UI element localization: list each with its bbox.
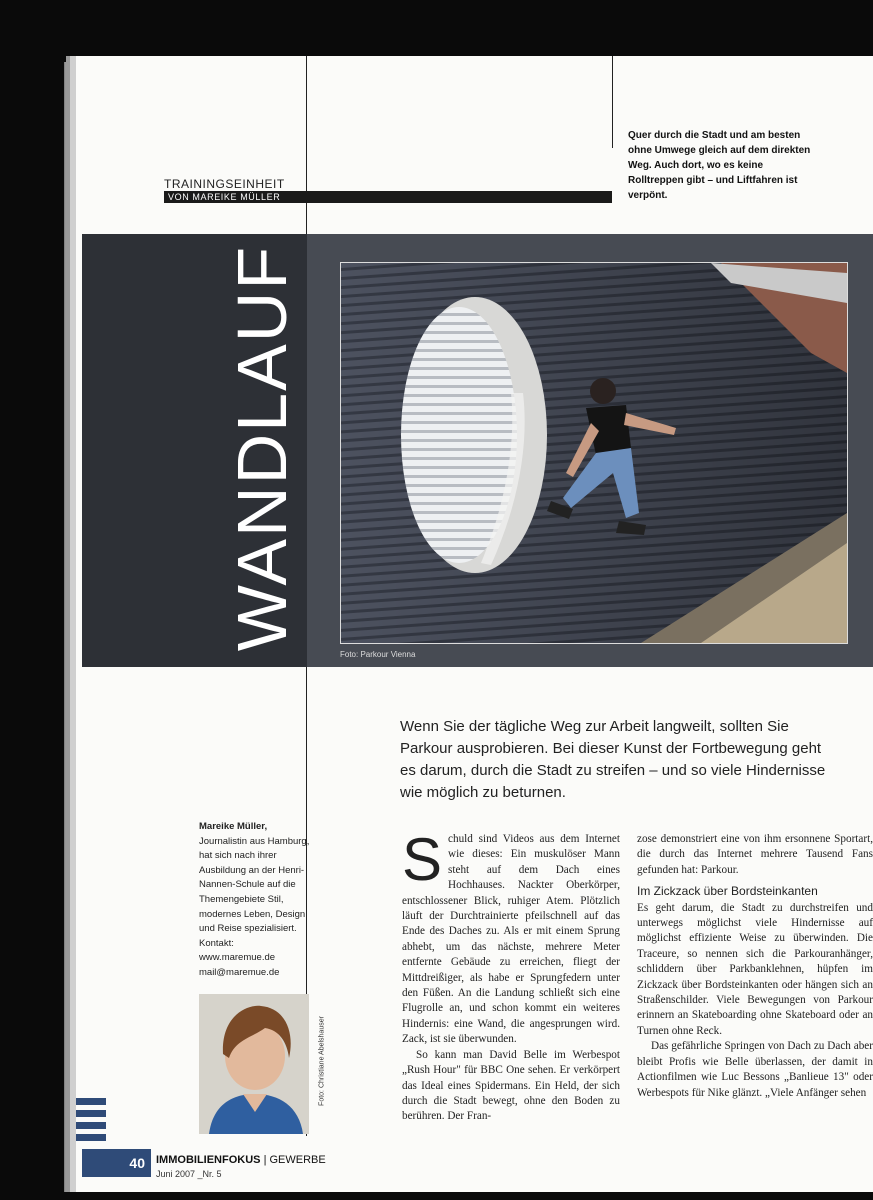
byline-bar [164,191,612,203]
article-paragraph: Das gefährliche Springen von Dach zu Dach aber bleibt Profis wie Belle überlassen, der damit in Actionfilmen wie Luc Bessons „Banlieue 13" oder Werbespots für Nike glänzt. „Viele Anfänger sehen [637,1040,873,1099]
magazine-name: IMMOBILIENFOKUS [156,1154,261,1166]
column-rule-top [612,56,613,148]
article-column-2 [637,832,873,1101]
decorative-stripes [76,1098,106,1142]
article-paragraph: chuld sind Videos aus dem Internet wie dieses: Ein muskulöser Mann steht auf dem Dach eines Hochhauses. Nackter Oberkörper, entschlossener Blick, ruhiger Atem. Plötzlich läuft der Durchtrainierte pfeilschnell auf das Ende des Daches zu. Als er mit einem Sprung abhebt, um das nächste, mehrere Meter entfernte Gebäude zu erreichen, fliegt der Mittdreißiger, als habe er Sprungfedern unter den Füßen. An die Landung schließt sich eine Flugrolle an, und schon kommt ein weiteres Hindernis: eine Wand, die angesprungen wird. Zack, ist sie überwunden. [402,833,620,1046]
author-bio: Journalistin aus Hamburg, hat sich nach ihrer Ausbildung an der Henri-Nannen-Schule auf die Themengebiete Stil, modernes Leben, Design und Reise spezialisiert. [199,835,310,935]
parkour-photo-illustration [341,263,847,643]
drop-cap: S [402,826,443,893]
article-paragraph: zose demonstriert eine von ihm ersonnene Sportart, die durch das Internet mehrere Tausend Fans gefunden hat: Parkour. [637,833,873,876]
contact-label: Kontakt: [199,937,234,949]
article-paragraph: Es geht darum, die Stadt zu durchstreifen und unterwegs möglichst viele Hindernisse auf möglichst effiziente Weise zu überwinden. Die Traceure, so nennen sich die Parkouranhänger, schliddern über Parkbanklehnen, hüpfen im Zickzack über Bordsteinkanten oder hängen sich an Straßenschilder. Viele Bewegungen von Parkour erinnern an Skateboarding ohne Skateboard oder an Turnen ohne Reck. [637,901,873,1037]
magazine-section: | GEWERBE [263,1154,326,1166]
page-number: 40 [82,1149,151,1177]
magazine-page [76,56,873,1192]
author-email: mail@maremue.de [199,966,280,978]
author-website: www.maremue.de [199,952,276,964]
byline: VON MAREIKE MÜLLER [168,192,281,202]
hero-photo [340,262,848,644]
subheading: Im Zickzack über Bordsteinkanten [637,884,818,899]
article-column-1 [402,826,620,1125]
lead-paragraph: Wenn Sie der tägliche Weg zur Arbeit langweilt, sollten Sie Parkour ausprobieren. Bei dieser Kunst der Fortbewegung geht es darum, durch die Stadt zu streifen – und so viele Hindernisse wie möglich zu beturnen. [400,718,826,801]
section-kicker: TRAININGSEINHEIT [164,177,285,191]
headline: WANDLAUF [223,244,301,652]
portrait-credit: Foto: Christiane Abelshauser [318,1016,326,1106]
magazine-title [156,1154,326,1166]
issue-date: Juni 2007 _Nr. 5 [156,1169,222,1179]
author-name: Mareike Müller, [199,821,268,832]
author-portrait [199,994,309,1134]
portrait-illustration [199,994,309,1134]
photo-credit: Foto: Parkour Vienna [340,650,416,659]
intro-caption: Quer durch die Stadt und am besten ohne Umwege gleich auf dem direkten Weg. Auch dort, wo es keine Rolltreppen gibt – und Liftfahren ist verpönt. [628,130,811,201]
article-paragraph: So kann man David Belle im Werbespot „Rush Hour" für BBC One sehen. Er verkörpert das Ideal eines Spidermans. Ein Held, der sich durch die Stadt bewegt, ohne den Boden zu berühren. Der Fran- [402,1048,620,1123]
author-box [199,820,311,981]
